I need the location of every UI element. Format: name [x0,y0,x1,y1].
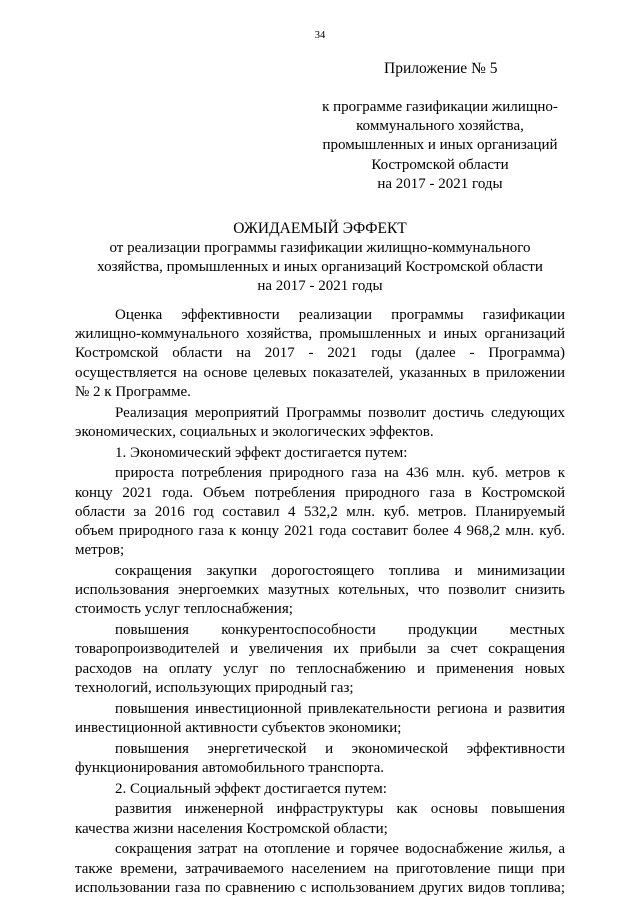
paragraph-line: Реализация мероприятий Программы позволит достичь следующих [115,404,565,421]
paragraph [75,562,565,620]
paragraph-line: расходов на оплату услуг по теплоснабжению и применения новых [75,660,565,677]
document-subtitle-line: на 2017 - 2021 годы [257,278,383,295]
paragraph-line: области за 2016 год составил 4 532,2 млн. куб. метров. Планируемый [75,503,565,520]
document-title: ОЖИДАЕМЫЙ ЭФФЕКТ [233,220,407,237]
paragraph [75,740,565,778]
paragraph-line: экономических, социальных и экологических эффектов. [75,423,434,440]
appendix-reference-line: на 2017 - 2021 годы [377,175,503,192]
paragraph-line: инвестиционной активности субъектов экономики; [75,719,402,736]
appendix-reference-line: к программе газификации жилищно- [322,99,558,115]
paragraph-line: концу 2021 года. Объем потребления природного газа в Костромской [75,484,565,501]
paragraph-line: повышения инвестиционной привлекательности региона и развития [115,700,565,717]
paragraph-line: № 2 к Программе. [75,383,191,400]
paragraph [75,780,565,799]
appendix-reference-line: промышленных и иных организаций [322,137,558,154]
document-body [75,306,565,900]
paragraph [75,306,565,402]
paragraph [75,444,565,463]
paragraph-line: 2. Социальный эффект достигается путем: [115,780,387,797]
paragraph [75,700,565,738]
appendix-reference-line: Костромской области [371,156,509,173]
appendix-reference-line: коммунального хозяйства, [356,118,524,135]
document-subtitle-line: хозяйства, промышленных и иных организаций Костромской области [97,259,543,276]
paragraph-line: стоимость услуг теплоснабжения; [75,601,293,618]
document-subtitle [0,239,640,297]
paragraph-line: жилищно-коммунального хозяйства, промышленных и иных организаций [75,326,565,343]
paragraph-line: использования энергоемких мазутных котельных, что позволит снизить [75,582,565,599]
paragraph-line: технологий, использующих природный газ; [75,679,354,696]
paragraph-line: 1. Экономический эффект достигается путем: [115,444,408,461]
paragraph-line: сокращения затрат на отопление и горячее водоснабжение жилья, а [115,841,565,858]
paragraph-line: сокращения закупки дорогостоящего топлива и минимизации [115,563,565,580]
paragraph-line: Костромской области на 2017 - 2021 годы (далее - Программа) [75,345,565,362]
paragraph-line: качества жизни населения Костромской области; [75,820,388,837]
page-number: 34 [314,30,326,41]
paragraph-line: товаропроизводителей и увеличения их прибыли за счет сокращения [75,641,565,658]
paragraph-line: Оценка эффективности реализации программы газификации [115,307,565,323]
appendix-reference [280,98,600,194]
paragraph-line: функционирования автомобильного транспорта. [75,759,385,776]
paragraph-line: повышения конкурентоспособности продукции местных [115,622,565,639]
paragraph-line: прироста потребления природного газа на 436 млн. куб. метров к [115,465,565,482]
paragraph [75,621,565,698]
document-subtitle-line: от реализации программы газификации жилищно-коммунального [109,240,531,256]
paragraph-line: повышения энергетической и экономической эффективности [115,740,565,757]
paragraph [75,404,565,442]
paragraph [75,840,565,898]
paragraph-line: использовании газа по сравнению с использованием других видов топлива; [75,879,565,896]
appendix-title: Приложение № 5 [384,60,498,77]
paragraph [75,800,565,838]
paragraph-line: осуществляется на основе целевых показателей, указанных в приложении [75,364,565,381]
paragraph-line: метров; [75,542,125,559]
paragraph-line: объем природного газа к концу 2021 года составит более 4 968,2 млн. куб. [75,523,565,540]
paragraph [75,464,565,560]
paragraph-line: также времени, затрачиваемого населением на приготовление пищи при [75,860,565,877]
paragraph-line: развития инженерной инфраструктуры как основы повышения [115,801,565,818]
